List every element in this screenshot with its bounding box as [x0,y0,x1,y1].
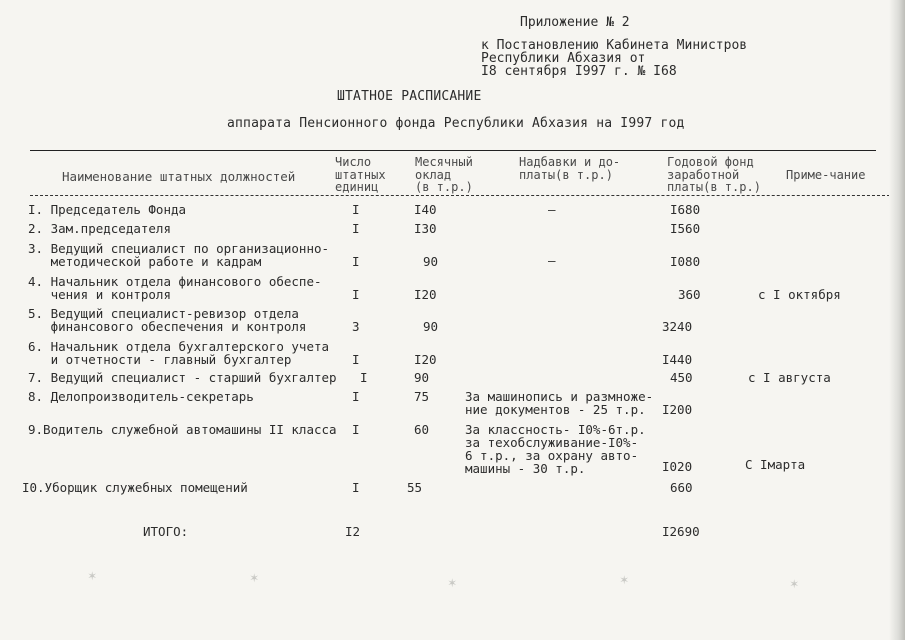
row-8-bonus: За машинопись и размноже- ние документов - 25 т.р. [465,389,654,417]
scan-smudge: ✶ [88,568,97,584]
column-header-note: Приме-чание [786,168,866,182]
row-1-fund: I680 [670,202,701,217]
row-9-name: 9.Водитель служебной автомашины II класса [28,422,337,437]
row-7-note: с I августа [748,370,831,385]
row-9-note: С Iмарта [745,457,806,472]
scan-smudge: ✶ [790,576,799,592]
table-top-rule [30,150,876,151]
total-label: ИТОГО: [143,524,189,539]
scan-edge-shadow [889,0,905,640]
row-10-fund: 660 [670,480,693,495]
row-2-fund: I560 [670,221,701,236]
appendix-republic: Республики Абхазия от [481,51,646,66]
scan-smudge: ✶ [250,570,259,586]
total-count: I2 [345,524,361,539]
row-6-count: I [352,352,360,367]
row-5-fund: 3240 [662,319,693,334]
row-8-fund: I200 [662,402,693,417]
scan-smudge: ✶ [620,572,629,588]
row-1-count: I [352,202,360,217]
row-8-name: 8. Делопроизводитель-секретарь [28,389,254,404]
row-9-bonus: За классность- I0%-6т.р. за техобслуживание-I0%- 6 т.р., за охрану авто- машины - 30 т.р. [465,422,646,476]
row-5-count: 3 [352,319,360,334]
row-1-salary: I40 [414,202,437,217]
scan-smudge: ✶ [448,575,457,591]
row-9-fund: I020 [662,459,693,474]
row-7-name: 7. Ведущий специалист - старший бухгалтер [28,370,337,385]
row-5-salary: 90 [423,319,439,334]
row-2-count: I [352,221,360,236]
row-1-name: I. Председатель Фонда [28,202,187,217]
row-1-bonus: – [548,202,556,217]
row-6-name: 6. Начальник отдела бухгалтерского учета и отчетности - главный бухгалтер [28,339,330,367]
appendix-date: I8 сентября I997 г. № I68 [481,64,677,79]
row-6-fund: I440 [662,352,693,367]
row-7-fund: 450 [670,370,693,385]
row-3-bonus: – [548,253,556,268]
row-3-name: 3. Ведущий специалист по организационно- методической работе и кадрам [28,241,330,269]
row-10-count: I [352,480,360,495]
row-3-salary: 90 [423,254,439,269]
row-3-count: I [352,254,360,269]
row-4-name: 4. Начальник отдела финансового обеспе- чения и контроля [28,274,322,302]
document-subtitle: аппарата Пенсионного фонда Республики Абхазия на I997 год [227,116,685,131]
column-header-bonus: Надбавки и до- платы(в т.р.) [519,155,621,182]
row-7-salary: 90 [414,370,430,385]
row-9-salary: 60 [414,422,430,437]
column-header-count: Число штатных единиц [335,155,386,194]
row-8-salary: 75 [414,389,430,404]
row-2-name: 2. Зам.председателя [28,221,171,236]
header-bottom-rule [30,195,890,196]
row-8-count: I [352,389,360,404]
row-4-fund: 360 [678,287,701,302]
row-9-count: I [352,422,360,437]
row-4-count: I [352,287,360,302]
row-10-name: I0.Уборщик служебных помещений [22,480,248,495]
row-5-name: 5. Ведущий специалист-ревизор отдела финансового обеспечения и контроля [28,306,307,334]
appendix-resolution: к Постановлению Кабинета Министров [481,38,748,53]
row-6-salary: I20 [414,352,437,367]
column-header-position: Наименование штатных должностей [62,169,296,184]
row-3-fund: I080 [670,254,701,269]
total-fund: I2690 [662,524,700,539]
column-header-fund: Годовой фонд заработной платы(в т.р.) [667,155,761,194]
row-2-salary: I30 [414,221,437,236]
row-4-note: с I октября [758,287,841,302]
row-4-salary: I20 [414,287,437,302]
row-7-count: I [360,370,368,385]
document-title: ШТАТНОЕ РАСПИСАНИЕ [337,89,482,104]
column-header-salary: Месячный оклад (в т.р.) [415,155,473,194]
appendix-number: Приложение № 2 [520,15,630,30]
row-10-salary: 55 [407,480,423,495]
